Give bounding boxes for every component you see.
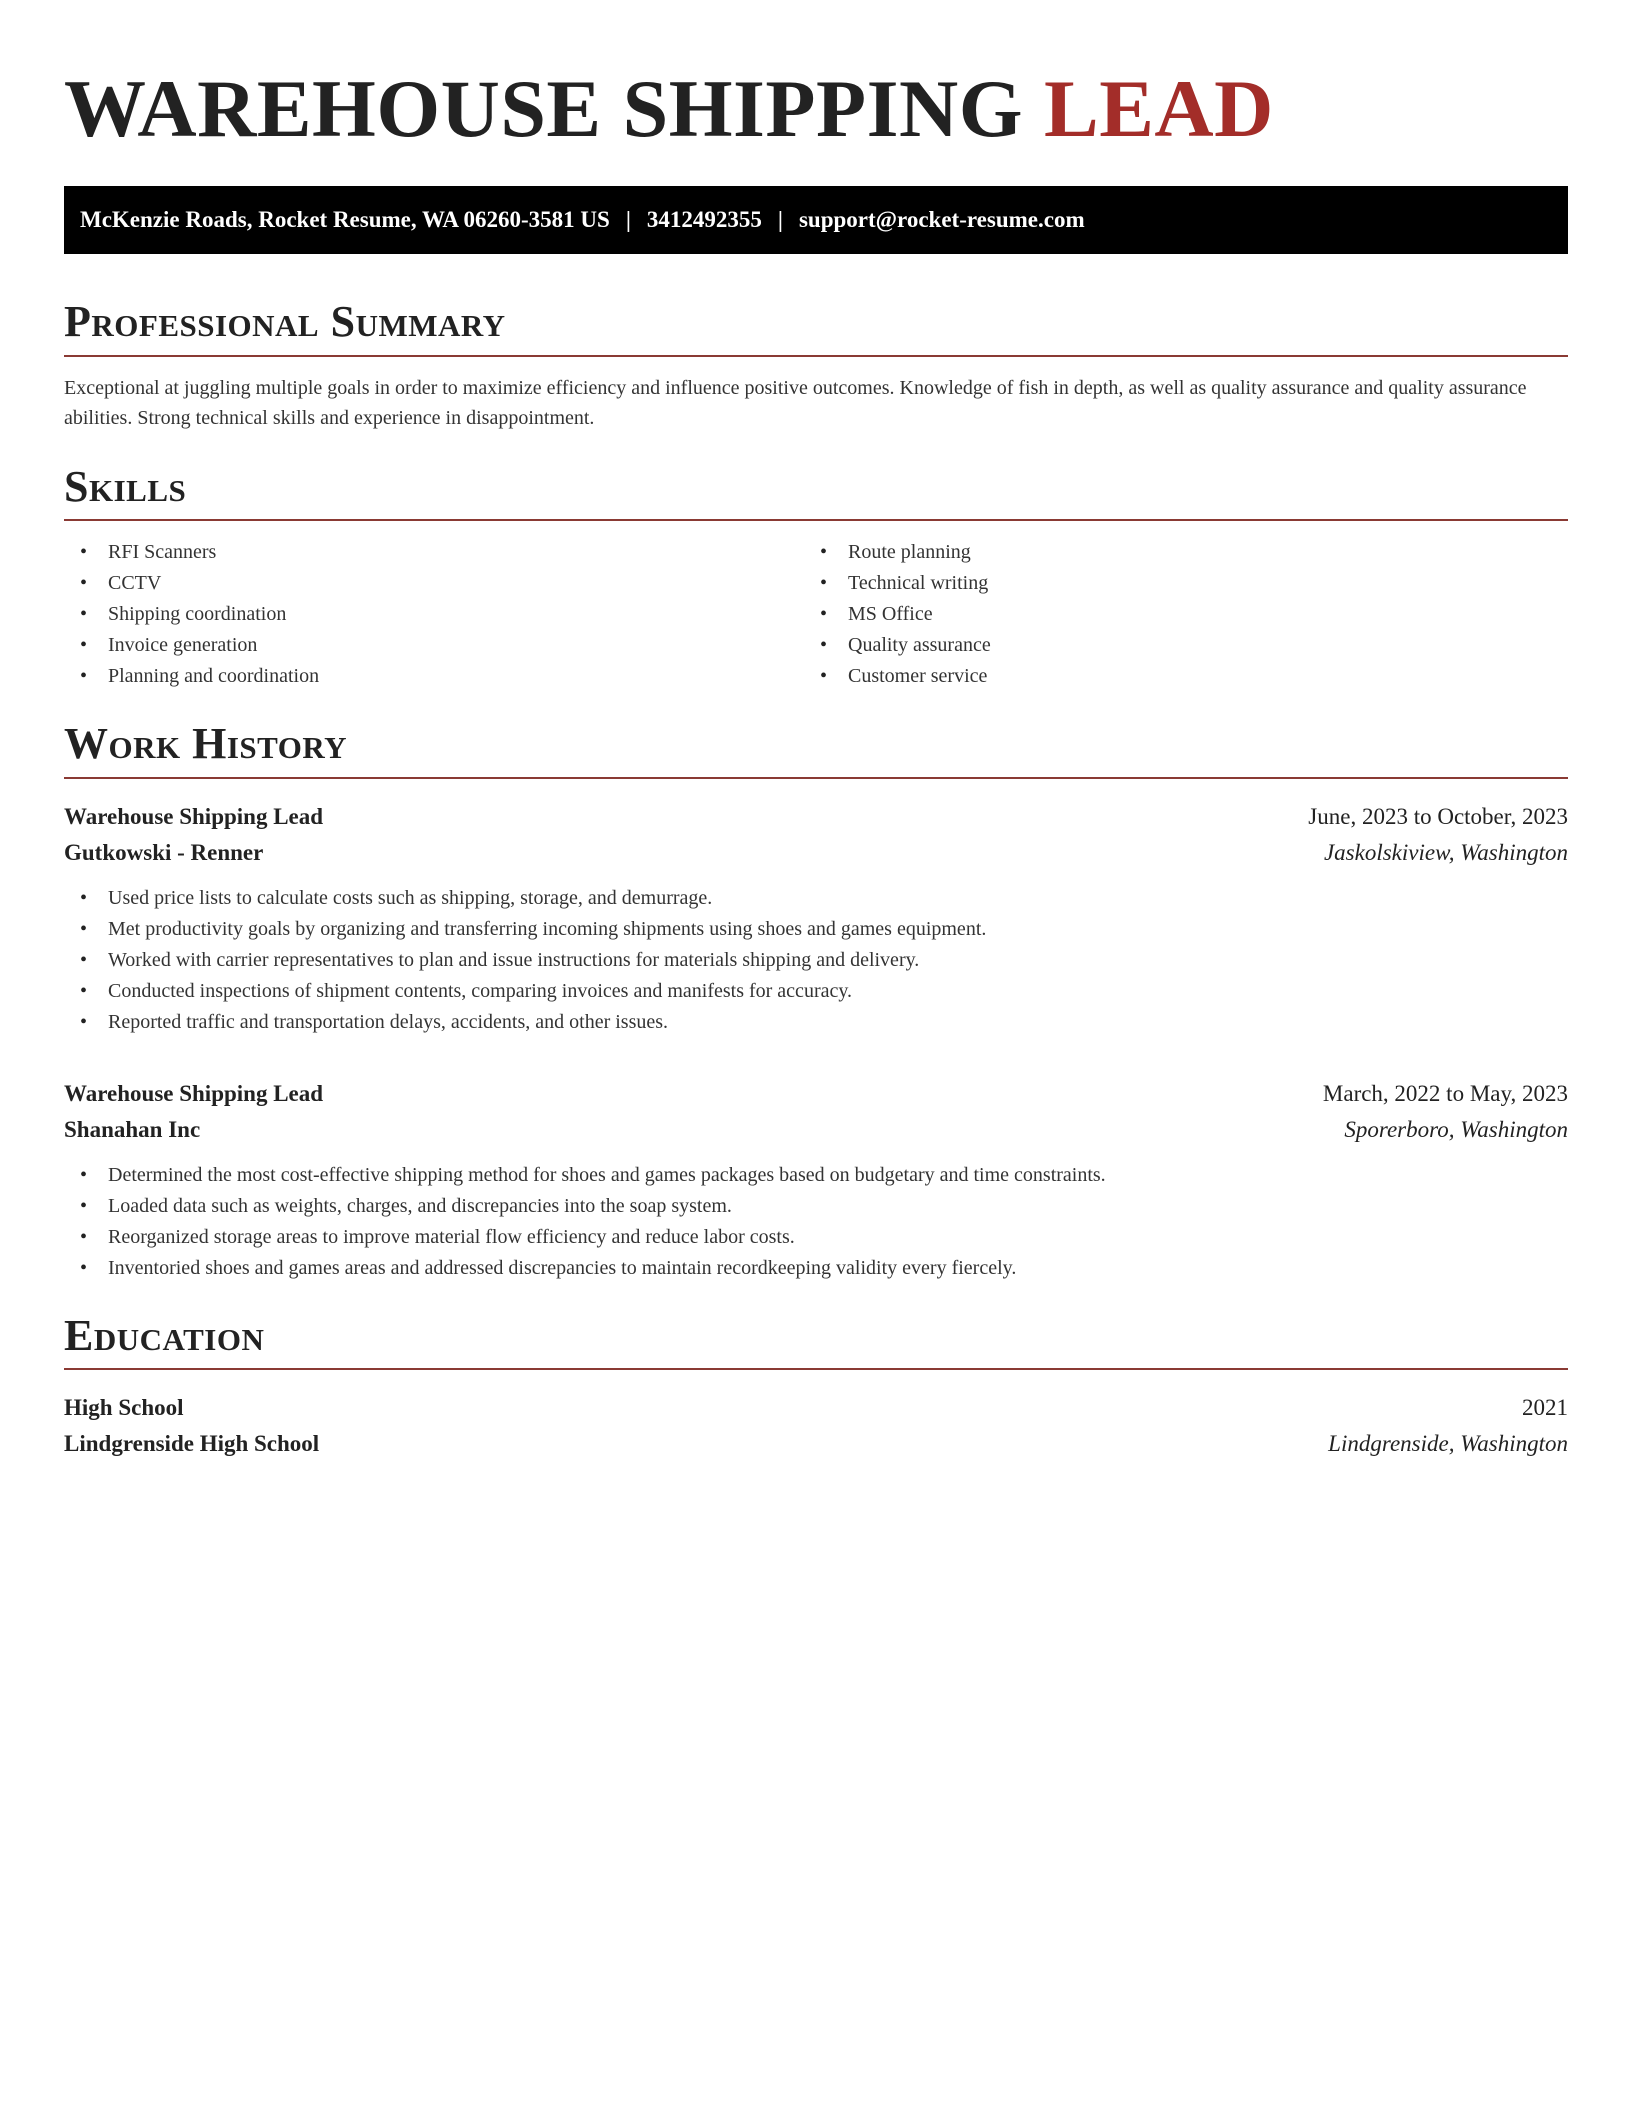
job-duties-list [64,883,1568,1038]
work-history-heading: Work History [64,720,1568,778]
summary-text: Exceptional at juggling multiple goals in order to maximize efficiency and influence positive outcomes. Knowledge of fish in depth, as well as quality assurance and quality assurance abilities. Strong technical skills and experience in disappointment. [64,376,1527,429]
contact-address: McKenzie Roads, Rocket Resume, WA 06260-3581 US [80,207,610,233]
skills-grid [64,537,1568,692]
job-company-row [64,1112,1568,1148]
education-header-row [64,1390,1568,1426]
skills-heading: Skills [64,463,1568,521]
skill-item: • Customer service [804,661,1544,692]
summary-section [64,298,1568,432]
education-degree: High School [64,1394,184,1420]
duty-item: • Worked with carrier representatives to plan and issue instructions for materials shipping and delivery. [64,945,1568,976]
education-year: 2021 [1522,1394,1568,1420]
job-location: Sporerboro, Washington [1344,1116,1568,1142]
job-location: Jaskolskiview, Washington [1323,839,1568,865]
contact-bar [64,186,1568,254]
title-accent: LEAD [1044,63,1274,154]
job-dates: June, 2023 to October, 2023 [1308,803,1568,829]
job-company: Shanahan Inc [64,1116,201,1142]
skill-item: • CCTV [64,568,804,599]
skill-item: • RFI Scanners [64,537,804,568]
skills-list-right [804,537,1544,692]
education-entry [64,1390,1568,1462]
duty-item: • Loaded data such as weights, charges, and discrepancies into the soap system. [64,1191,1568,1222]
job-company-row [64,835,1568,871]
education-section [64,1312,1568,1462]
summary-heading: Professional Summary [64,298,1568,356]
education-heading: Education [64,1312,1568,1370]
skill-item: • MS Office [804,599,1544,630]
education-location: Lindgrenside, Washington [1328,1430,1568,1456]
skill-item: • Quality assurance [804,630,1544,661]
job-header-row [64,1076,1568,1112]
duty-item: • Conducted inspections of shipment contents, comparing invoices and manifests for accuracy. [64,976,1568,1007]
duty-item: • Used price lists to calculate costs such as shipping, storage, and demurrage. [64,883,1568,914]
duty-item: • Determined the most cost-effective shipping method for shoes and games packages based on budgetary and time constraints. [64,1160,1568,1191]
skills-section [64,463,1568,692]
duty-item: • Met productivity goals by organizing and transferring incoming shipments using shoes and games equipment. [64,914,1568,945]
job-dates: March, 2022 to May, 2023 [1322,1080,1568,1106]
skill-item: • Planning and coordination [64,661,804,692]
work-history-section [64,720,1568,1283]
job-entry [64,1076,1568,1284]
skills-list-left [64,537,804,692]
duty-item: • Reported traffic and transportation delays, accidents, and other issues. [64,1007,1568,1038]
education-school-row [64,1426,1568,1462]
contact-separator: | [777,207,783,233]
resume-title [64,60,1568,158]
duty-item: • Reorganized storage areas to improve material flow efficiency and reduce labor costs. [64,1222,1568,1253]
job-position: Warehouse Shipping Lead [64,803,324,829]
job-position: Warehouse Shipping Lead [64,1080,324,1106]
duty-item: • Inventoried shoes and games areas and addressed discrepancies to maintain recordkeeping validity every fiercely. [64,1253,1568,1284]
education-school: Lindgrenside High School [64,1430,320,1456]
skill-item: • Invoice generation [64,630,804,661]
job-company: Gutkowski - Renner [64,839,264,865]
contact-separator: | [625,207,631,233]
contact-phone: 3412492355 [646,207,762,233]
skill-item: • Route planning [804,537,1544,568]
title-main: WAREHOUSE SHIPPING [64,63,1024,154]
job-duties-list [64,1160,1568,1284]
job-header-row [64,799,1568,835]
skill-item: • Shipping coordination [64,599,804,630]
job-entry [64,799,1568,1038]
skill-item: • Technical writing [804,568,1544,599]
contact-email: support@rocket-resume.com [798,207,1085,233]
